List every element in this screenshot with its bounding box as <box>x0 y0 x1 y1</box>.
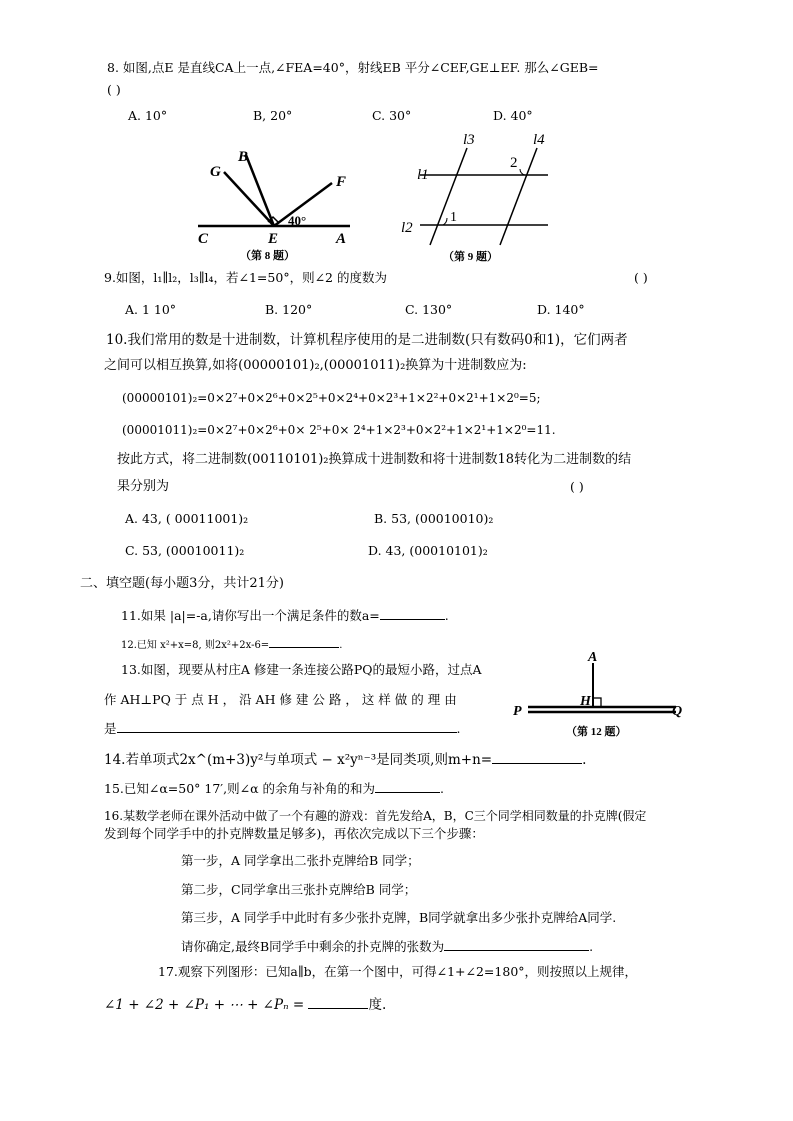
q9-option-d: D. 140° <box>537 302 585 317</box>
q10-line3: 按此方式，将二进制数(00110101)₂换算成十进制数和将十进制数18转化为二进制数的结 <box>117 452 632 467</box>
q10-option-a: A. 43, ( 00011001)₂ <box>125 511 249 526</box>
fig9-label-l4: l4 <box>533 132 545 148</box>
q13-line1: 13.如图，现要从村庄A 修建一条连接公路PQ的最短小路，过点A <box>121 662 482 677</box>
q10-line1: 10.我们常用的数是十进制数，计算机程序使用的是二进制数(只有数码0和1)，它们两者 <box>106 332 628 348</box>
q15-answer-blank[interactable] <box>375 779 440 793</box>
q17-line1: 17.观察下列图形：已知a∥b，在第一个图中，可得∠1+∠2=180°，则按照以上规律， <box>158 964 638 979</box>
q8-option-d: D. 40° <box>493 108 533 123</box>
q16-step1: 第一步，A 同学拿出二张扑克牌给B 同学； <box>181 853 420 868</box>
q8-option-a: A. 10° <box>128 108 168 123</box>
q16-ask-line <box>181 937 593 955</box>
fig12-label-q: Q <box>672 704 683 719</box>
fig9-label-1: 1 <box>450 210 457 225</box>
fig8-caption: （第 8 题） <box>240 250 295 262</box>
fig8-label-f: F <box>336 174 347 190</box>
q14-end: . <box>582 752 587 768</box>
q11-text: 11.如果 |a|=-a,请你写出一个满足条件的数a= <box>121 608 380 623</box>
fig8-label-e: E <box>268 231 279 247</box>
q10-eq2: (00001011)₂=0×2⁷+0×2⁶+0× 2⁵+0× 2⁴+1×2³+0×2²+1×2¹+1×2⁰=11. <box>122 423 556 437</box>
fig9-label-l3: l3 <box>463 132 475 148</box>
q11 <box>121 606 449 624</box>
q13-line3-wrap <box>104 719 461 737</box>
q15-text: 15.已知∠α=50° 17′,则∠α 的余角与补角的和为 <box>104 781 376 796</box>
fig8-label-g: G <box>210 164 221 180</box>
q9-text: 9.如图，l₁∥l₂，l₃∥l₄，若∠1=50°，则∠2 的度数为 <box>104 270 387 285</box>
fig9-label-l1: l1 <box>417 167 429 183</box>
fig9-caption: （第 9 题） <box>443 251 498 263</box>
q12-text: 12.已知 x²+x=8, 则2x²+2x-6= <box>121 640 270 651</box>
q12 <box>121 637 342 654</box>
q16-line1: 16.某数学老师在课外活动中做了一个有趣的游戏：首先发给A，B，C三个同学相同数量的扑克牌(假定 <box>104 809 647 823</box>
q12-answer-blank[interactable] <box>269 637 339 648</box>
figure-8 <box>190 135 360 263</box>
q14-answer-blank[interactable] <box>492 750 582 764</box>
q16-step3: 第三步，A 同学手中此时有多少张扑克牌，B同学就拿出多少张扑克牌给A同学. <box>181 910 617 925</box>
q10-option-c: C. 53, (00010011)₂ <box>125 543 245 558</box>
q16-line2: 发到每个同学手中的扑克牌数量足够多)，再依次完成以下三个步骤： <box>104 826 484 841</box>
fig12-label-h: H <box>580 694 591 709</box>
q9-option-c: C. 130° <box>405 302 453 317</box>
section-2-title: 二、填空题(每小题3分，共计21分) <box>80 576 284 591</box>
q10-eq1: (00000101)₂=0×2⁷+0×2⁶+0×2⁵+0×2⁴+0×2³+1×2²+0×2¹+1×2⁰=5; <box>122 391 541 405</box>
fig12-label-p: P <box>513 704 522 719</box>
q17-answer-blank[interactable] <box>308 995 368 1009</box>
q15 <box>104 779 444 797</box>
figure-9 <box>395 130 560 265</box>
q14-text: 14.若单项式2x^(m+3)y²与单项式 − x²yⁿ⁻³是同类项,则m+n= <box>104 752 493 768</box>
q16-step2: 第二步，C同学拿出三张扑克牌给B 同学； <box>181 882 417 897</box>
q10-line2: 之间可以相互换算,如将(00000101)₂,(00001011)₂换算为十进制数应为: <box>104 358 527 373</box>
q14 <box>104 750 586 768</box>
q12-end: . <box>339 640 343 651</box>
fig9-label-l2: l2 <box>401 220 413 236</box>
q13-answer-blank[interactable] <box>117 719 457 733</box>
q9-option-b: B. 120° <box>265 302 313 317</box>
q10-option-b: B. 53, (00010010)₂ <box>374 511 494 526</box>
q17-line2: ∠1 + ∠2 + ∠P₁ + ⋯ + ∠Pₙ = <box>104 997 309 1013</box>
q13-line3: 是 <box>104 721 117 736</box>
q13-end: . <box>456 721 461 736</box>
q11-answer-blank[interactable] <box>380 606 445 620</box>
q17-line2-wrap <box>104 995 386 1013</box>
q10-line4: 果分别为 <box>117 479 170 494</box>
fig8-label-b: B <box>238 149 249 165</box>
q10-paren: ( ) <box>570 479 584 494</box>
fig8-label-c: C <box>198 231 209 247</box>
q8-option-c: C. 30° <box>372 108 412 123</box>
fig8-label-40: 40° <box>288 213 307 228</box>
figure-12 <box>508 645 700 745</box>
q16-ask: 请你确定,最终B同学手中剩余的扑克牌的张数为 <box>181 939 445 954</box>
q10-option-d: D. 43, (00010101)₂ <box>368 543 488 558</box>
q17-end: 度. <box>368 997 387 1013</box>
fig12-label-a: A <box>588 650 598 665</box>
fig12-caption: （第 12 题） <box>566 726 627 738</box>
q8-option-b: B, 20° <box>253 108 293 123</box>
q15-end: . <box>440 781 444 796</box>
q11-end: . <box>444 608 449 623</box>
q9-option-a: A. 1 10° <box>125 302 177 317</box>
q13-line2: 作 AH⊥PQ 于 点 H ， 沿 AH 修 建 公 路 ， 这 样 做 的 理 由 <box>104 692 457 707</box>
fig8-label-a: A <box>336 231 347 247</box>
q9-paren: ( ) <box>634 270 648 285</box>
q8-paren: ( ) <box>107 82 121 97</box>
q16-end: . <box>589 939 594 954</box>
q8-text: 8. 如图,点E 是直线CA上一点,∠FEA=40°，射线EB 平分∠CEF,GE⊥EF. 那么∠GEB= <box>107 60 599 75</box>
fig9-label-2: 2 <box>510 155 518 171</box>
q16-answer-blank[interactable] <box>444 937 589 951</box>
